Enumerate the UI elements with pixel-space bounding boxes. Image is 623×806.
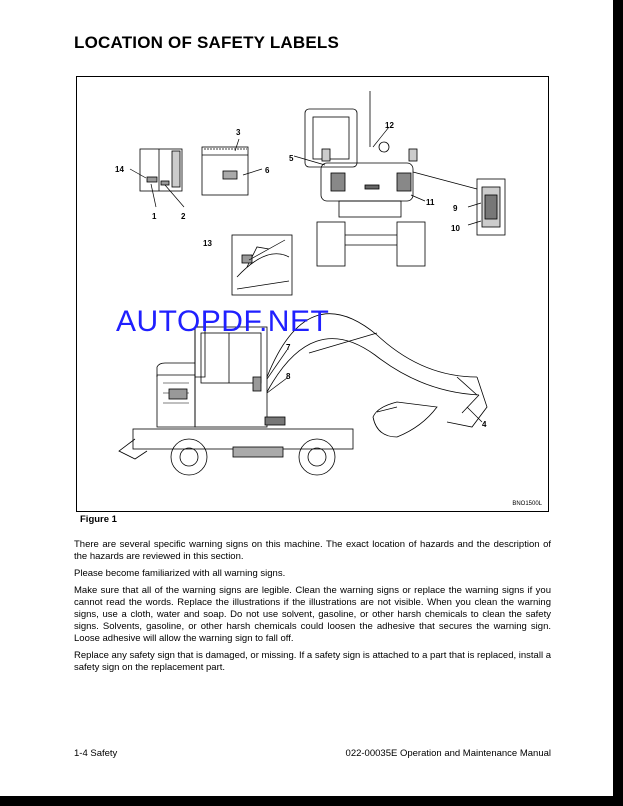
page-title: LOCATION OF SAFETY LABELS (74, 33, 340, 52)
callout-2: 2 (181, 212, 186, 221)
callout-9: 9 (453, 204, 458, 213)
figure-code: BNO1500L (512, 501, 542, 507)
callout-13: 13 (203, 239, 212, 248)
callout-leaders (130, 127, 482, 422)
detail-hood (202, 147, 248, 195)
callout-7: 7 (286, 343, 291, 352)
detail-rear-view (305, 91, 477, 266)
watermark-text: AUTOPDF.NET (116, 305, 330, 338)
callout-6: 6 (265, 166, 270, 175)
footer-manual-title: 022-00035E Operation and Maintenance Manual (345, 748, 551, 759)
callout-5: 5 (289, 154, 294, 163)
paragraph-2: Please become familiarized with all warning signs. (74, 568, 286, 579)
paragraph-3: Make sure that all of the warning signs are legible. Clean the warning signs or replace the warning signs if you cannot read the words. Replace the illustrations if the illustrations are not visible. When you clean the warning signs, use a cloth, water and soap. Do not use solvent, gasoline, or other harsh chemicals to clean the safety signs. Solvents, gasoline, or other harsh chemicals could loosen the adhesive that secures the warning sign. Loose adhesive will allow the warning sign to fall off. (74, 585, 551, 644)
detail-seat-area (232, 235, 292, 295)
callout-8: 8 (286, 372, 291, 381)
callout-4: 4 (482, 420, 487, 429)
figure-1 (76, 76, 549, 512)
detail-cab-panel (140, 149, 182, 191)
callout-10: 10 (451, 224, 460, 233)
figure-caption: Figure 1 (80, 514, 117, 525)
body-text (74, 539, 551, 679)
callout-14: 14 (115, 165, 124, 174)
page-frame-right (613, 0, 623, 806)
page-frame-bottom (0, 796, 623, 806)
callout-11: 11 (426, 198, 435, 207)
callout-3: 3 (236, 128, 241, 137)
detail-side-panel (477, 179, 505, 235)
callout-12: 12 (385, 121, 394, 130)
callout-1: 1 (152, 212, 157, 221)
footer-section: 1-4 Safety (74, 748, 118, 759)
paragraph-1: There are several specific warning signs on this machine. The exact location of hazards and the description of the hazards are reviewed in this section. (74, 539, 551, 562)
paragraph-4: Replace any safety sign that is damaged, or missing. If a safety sign is attached to a part that is replaced, install a safety sign on the replacement part. (74, 650, 551, 673)
